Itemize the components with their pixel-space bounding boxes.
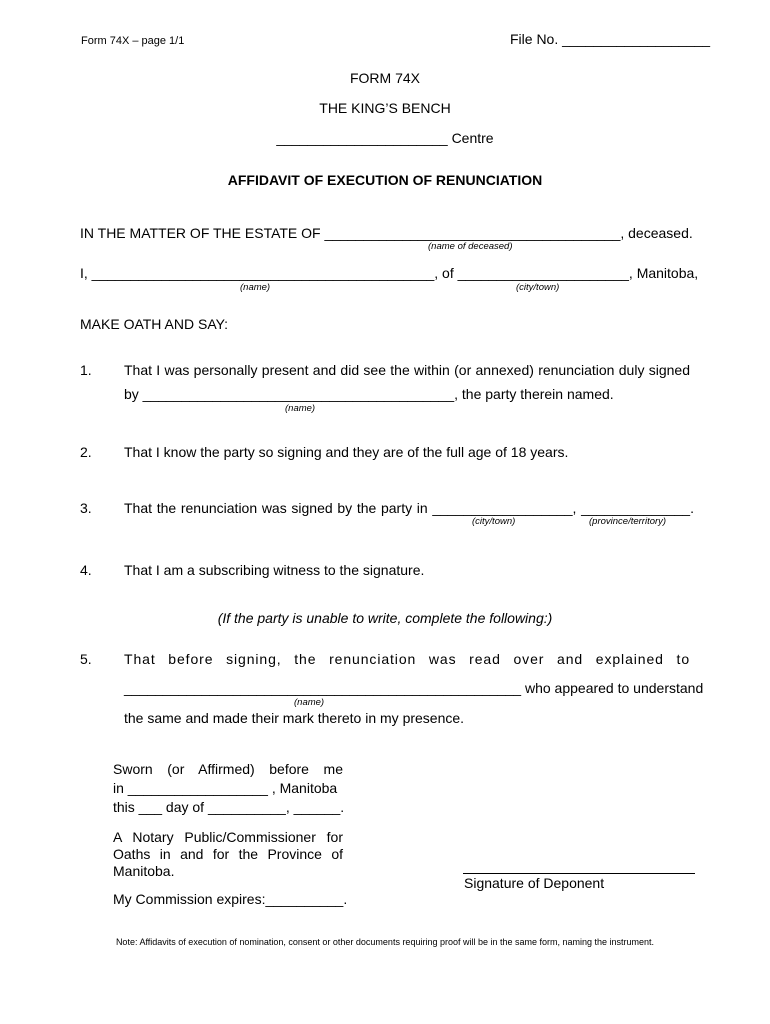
jurat-date-line: this ___ day of __________, ______.	[113, 799, 345, 815]
deponent-i: I,	[80, 265, 92, 281]
deponent-city-blank: ______________________	[457, 265, 629, 281]
item-3-text: That the renunciation was signed by the party in __________________, ______________.	[124, 500, 694, 516]
item-5-line-3: the same and made their mark thereto in my presence.	[124, 710, 465, 726]
unable-to-write-note: (If the party is unable to write, complete the following:)	[217, 610, 553, 626]
file-no-label: File No.	[510, 31, 559, 47]
deceased-name-caption: (name of deceased)	[428, 241, 513, 252]
jurat-commission-line: My Commission expires:__________.	[113, 891, 348, 907]
jurat-notary-line-1: A Notary Public/Commissioner for	[113, 829, 343, 845]
deponent-name-blank: ____________________________________________	[91, 265, 435, 281]
page-title: AFFIDAVIT OF EXECUTION OF RENUNCIATION	[227, 172, 543, 188]
item-5-caption: (name)	[294, 697, 325, 708]
deponent-line	[80, 265, 698, 281]
item-1-line-2: by ________________________________________, the party therein named.	[124, 386, 614, 402]
item-2-text: That I know the party so signing and they are of the full age of 18 years.	[124, 444, 569, 460]
item-4-text: That I am a subscribing witness to the signature.	[124, 562, 425, 578]
item-3-city-caption: (city/town)	[472, 516, 516, 527]
centre-line: ______________________ Centre	[276, 130, 494, 146]
jurat-notary-line-3: Manitoba.	[113, 863, 175, 879]
deponent-name-caption: (name)	[240, 282, 271, 293]
page-label: Form 74X – page 1/1	[81, 35, 185, 47]
item-1-number: 1.	[80, 362, 92, 378]
signature-label: Signature of Deponent	[464, 875, 605, 891]
item-5-line-2: ___________________________________________________ who appeared to understand	[124, 680, 704, 696]
jurat-location-line: in __________________ , Manitoba	[113, 780, 338, 796]
file-no-blank: ___________________	[562, 31, 711, 47]
footer-note: Note: Affidavits of execution of nomination, consent or other documents requiring proof will be in the same form, naming the instrument.	[115, 937, 655, 947]
file-number	[510, 31, 710, 47]
item-1-caption: (name)	[285, 403, 316, 414]
signature-line	[463, 873, 695, 874]
form-number: FORM 74X	[349, 70, 420, 86]
item-5-line-1: That before signing, the renunciation was read over and explained to	[124, 651, 690, 667]
deponent-of: , of	[434, 265, 458, 281]
item-3-number: 3.	[80, 500, 92, 516]
item-1-line-1: That I was personally present and did see the within (or annexed) renunciation duly signed	[124, 362, 690, 378]
item-2-number: 2.	[80, 444, 92, 460]
jurat-notary-line-2: Oaths in and for the Province of	[113, 846, 343, 862]
item-5-number: 5.	[80, 651, 92, 667]
deponent-city-caption: (city/town)	[516, 282, 560, 293]
item-3-province-caption: (province/territory)	[589, 516, 667, 527]
estate-line: IN THE MATTER OF THE ESTATE OF ______________________________________, deceased.	[80, 225, 693, 241]
court-name: THE KING’S BENCH	[319, 100, 451, 116]
oath-heading: MAKE OATH AND SAY:	[80, 316, 229, 332]
jurat-sworn-line: Sworn (or Affirmed) before me	[113, 761, 343, 777]
deponent-province: , Manitoba,	[628, 265, 699, 281]
item-4-number: 4.	[80, 562, 92, 578]
